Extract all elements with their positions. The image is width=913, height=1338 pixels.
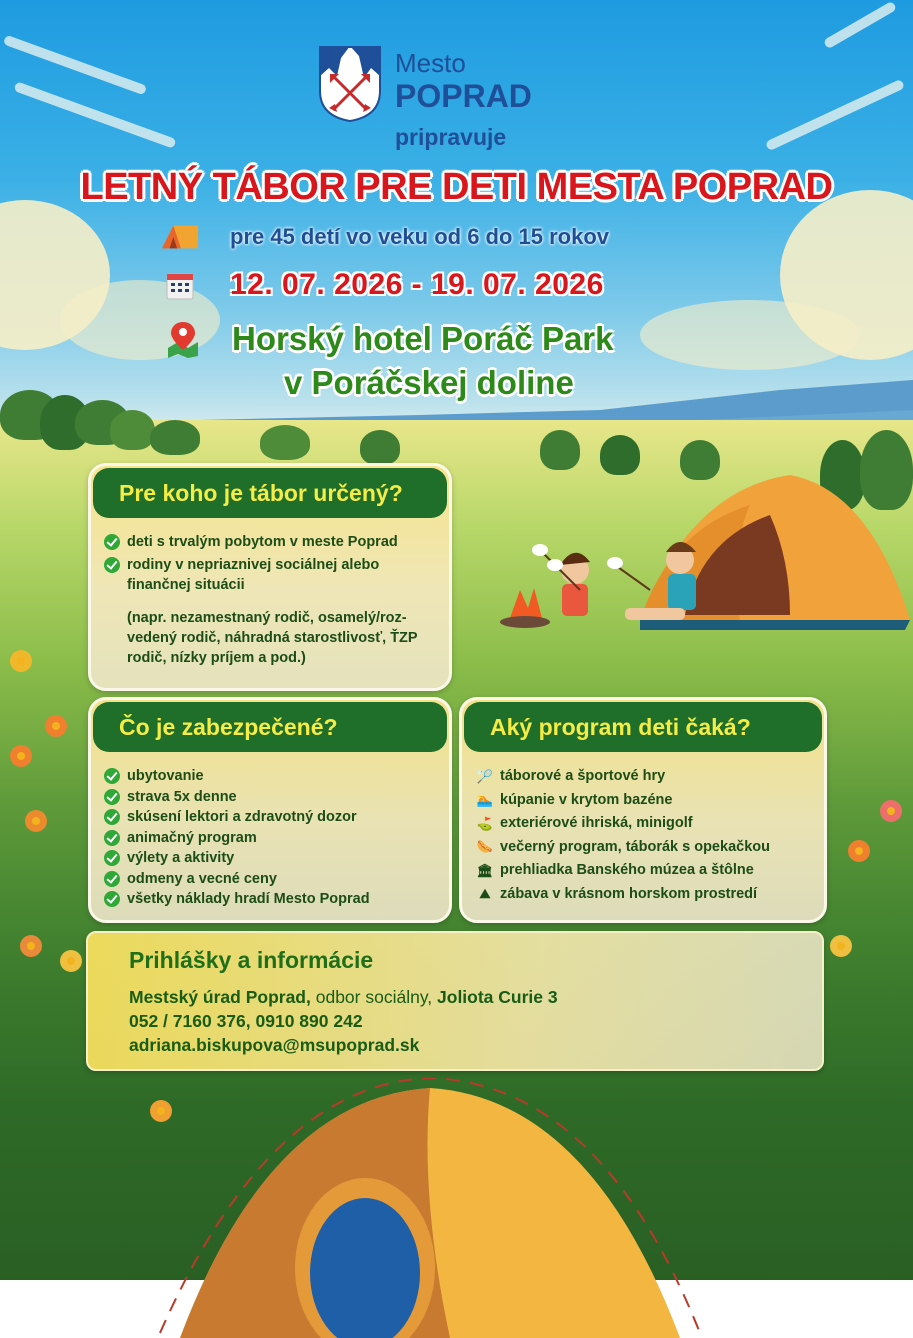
- flower: [10, 650, 32, 672]
- flower: [880, 800, 902, 822]
- list-item: [476, 813, 824, 834]
- age-text: pre 45 detí vo veku od 6 do 15 rokov: [230, 224, 610, 249]
- tree: [260, 425, 310, 460]
- program-list: [462, 754, 824, 905]
- logo-line-mesto: Mesto: [395, 48, 466, 78]
- flower: [60, 950, 82, 972]
- list-item: [476, 837, 824, 858]
- list-item-text: kúpanie v krytom bazéne: [500, 791, 673, 808]
- venue-location: v Poráčskej doline: [284, 364, 574, 401]
- list-item-text: skúsení lektori a zdravotný dozor: [127, 809, 357, 825]
- sausage-icon: 🌭: [476, 839, 494, 854]
- list-item: [476, 884, 824, 905]
- list-item: [476, 790, 824, 811]
- contact-email[interactable]: adriana.biskupova@msupoprad.sk: [129, 1035, 420, 1055]
- check-icon: [104, 789, 120, 805]
- pool-icon: 🏊: [476, 792, 494, 807]
- tree: [540, 430, 580, 470]
- list-item: [104, 807, 449, 828]
- street-address: Joliota Curie 3: [437, 987, 558, 1007]
- logo-line-poprad: POPRAD: [395, 78, 532, 114]
- check-icon: [104, 534, 120, 550]
- list-item: [476, 766, 824, 787]
- coat-of-arms-icon: [319, 46, 381, 122]
- list-item: [104, 869, 449, 890]
- list-item-text: výlety a aktivity: [127, 850, 235, 866]
- contact-phones[interactable]: 052 / 7160 376, 0910 890 242: [129, 1011, 363, 1031]
- check-icon: [104, 557, 120, 573]
- check-icon: [104, 768, 120, 784]
- cloud-streak: [765, 79, 905, 151]
- kids-campfire-illustration: [490, 470, 913, 640]
- list-item-text: táborové a športové hry: [500, 768, 666, 784]
- flower: [45, 715, 67, 737]
- list-item: [476, 860, 824, 881]
- eligibility-note: (napr. nezamestnaný rodič, osamelý/roz-vedený rodič, náhradná starostlivosť, ŤZP rodič, nízky príjem a pod.): [127, 610, 418, 666]
- date-info: [160, 268, 604, 302]
- calendar-icon: [160, 270, 200, 300]
- list-item-text: zábava v krásnom horskom prostredí: [500, 885, 758, 902]
- flower: [20, 935, 42, 957]
- contact-card: [86, 931, 824, 1071]
- museum-icon: 🏛: [476, 862, 494, 878]
- tree: [150, 420, 200, 455]
- list-item: [104, 889, 449, 910]
- office-name: Mestský úrad Poprad,: [129, 987, 311, 1007]
- target-group-card: [88, 463, 452, 691]
- list-item-text: večerný program, táborák s opekačkou: [500, 838, 770, 855]
- cloud-streak: [823, 1, 897, 50]
- tent-illustration: [150, 1078, 710, 1338]
- date-range: 12. 07. 2026 - 19. 07. 2026: [230, 268, 604, 301]
- mountain-icon: ⛰: [479, 886, 491, 901]
- check-icon: [104, 891, 120, 907]
- sports-icon: 🏸: [476, 768, 494, 784]
- list-item-text: deti s trvalým pobytom v meste Poprad: [127, 534, 398, 550]
- check-icon: [104, 830, 120, 846]
- cloud-streak: [13, 81, 176, 149]
- contact-title: Prihlášky a informácie: [129, 947, 374, 973]
- card-title: Čo je zabezpečené?: [93, 702, 447, 752]
- list-item: [104, 532, 449, 552]
- list-item-text: animačný program: [127, 829, 257, 846]
- list-item-text: exteriérové ihriská, minigolf: [500, 815, 693, 831]
- list-item-text: všetky náklady hradí Mesto Poprad: [127, 891, 370, 907]
- list-item: [104, 848, 449, 869]
- check-icon: [104, 809, 120, 825]
- flower: [830, 935, 852, 957]
- flower: [25, 810, 47, 832]
- page-title: LETNÝ TÁBOR PRE DETI MESTA POPRAD: [80, 166, 833, 208]
- venue-name: Horský hotel Poráč Park: [232, 320, 614, 357]
- subtitle: pripravuje: [395, 124, 507, 150]
- flower: [848, 840, 870, 862]
- list-item-text: rodiny v nepriaznivej sociálnej alebo finančnej situácii: [127, 557, 380, 593]
- tent-icon: [160, 222, 200, 252]
- map-pin-icon: [166, 320, 200, 363]
- list-item: [104, 766, 449, 787]
- list-item-text: odmeny a vecné ceny: [127, 870, 277, 887]
- age-info: [160, 222, 609, 252]
- provided-card: [88, 697, 452, 923]
- provided-list: [91, 754, 449, 910]
- list-item: [104, 555, 449, 595]
- target-group-list: [91, 520, 449, 595]
- card-title: Aký program deti čaká?: [464, 702, 822, 752]
- tree: [360, 430, 400, 465]
- list-item: [104, 828, 449, 849]
- tree: [110, 410, 155, 450]
- list-item: [104, 787, 449, 808]
- check-icon: [104, 871, 120, 887]
- city-logo-text: [395, 48, 532, 114]
- check-icon: [104, 850, 120, 866]
- golf-icon: ⛳: [476, 815, 494, 831]
- program-card: [459, 697, 827, 923]
- tree: [600, 435, 640, 475]
- card-title: Pre koho je tábor určený?: [93, 468, 447, 518]
- cloud: [640, 300, 860, 370]
- contact-address: [129, 987, 558, 1008]
- department: odbor sociálny,: [310, 987, 438, 1007]
- list-item-text: ubytovanie: [127, 768, 204, 784]
- list-item-text: prehliadka Banského múzea a štôlne: [500, 862, 754, 878]
- list-item-text: strava 5x denne: [127, 788, 237, 805]
- flower: [10, 745, 32, 767]
